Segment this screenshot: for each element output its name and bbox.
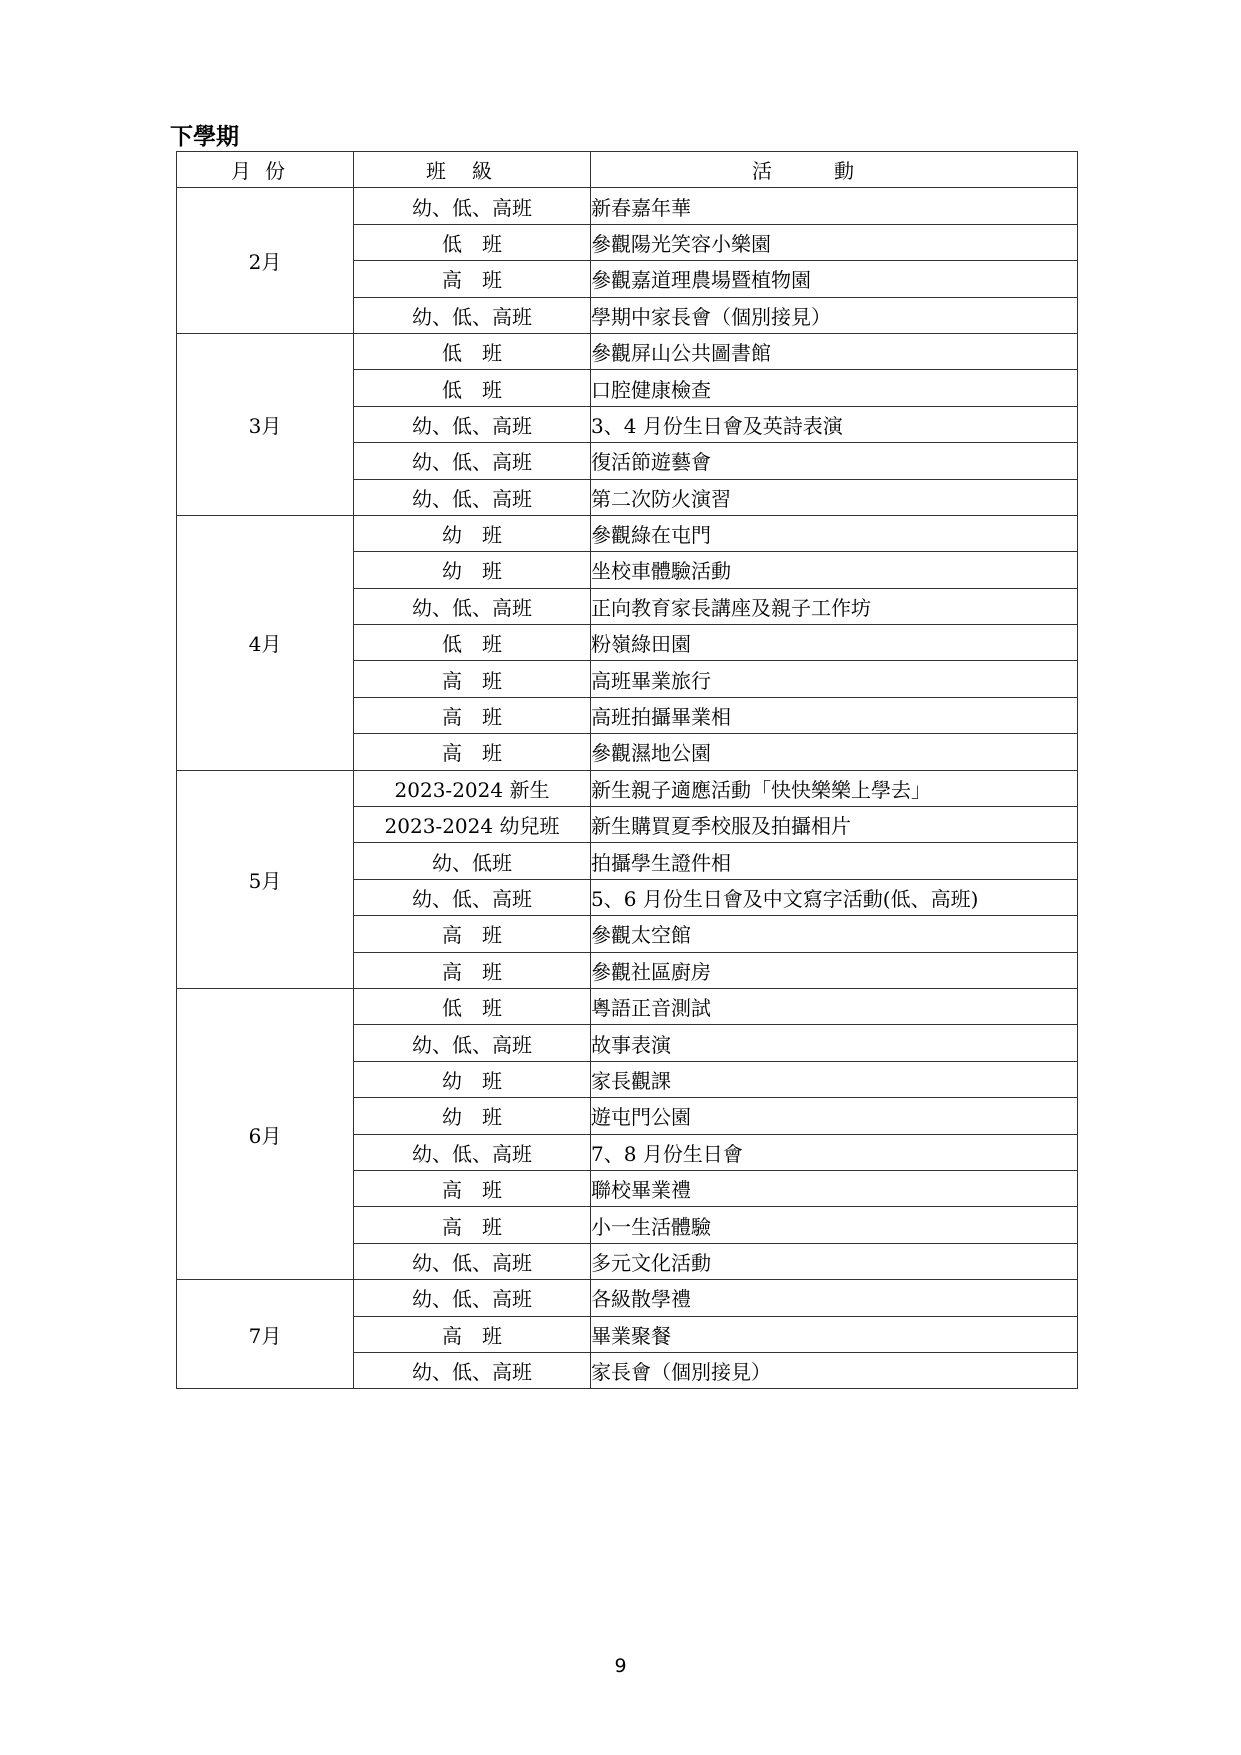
activity-cell: 聯校畢業禮 (591, 1170, 1078, 1206)
activity-cell: 新春嘉年華 (591, 188, 1078, 224)
class-cell: 高 班 (354, 261, 591, 297)
month-cell: 5月 (177, 770, 354, 988)
activity-cell: 參觀社區廚房 (591, 952, 1078, 988)
table-row (177, 988, 1078, 1024)
table-row (177, 333, 1078, 369)
class-cell: 幼、低、高班 (354, 443, 591, 479)
activity-schedule-table (176, 151, 1078, 1389)
class-cell: 高 班 (354, 697, 591, 733)
class-cell: 幼 班 (354, 1098, 591, 1134)
header-class: 班級 (354, 152, 591, 188)
header-month: 月份 (177, 152, 354, 188)
activity-cell: 復活節遊藝會 (591, 443, 1078, 479)
class-cell: 高 班 (354, 1170, 591, 1206)
month-cell: 2月 (177, 188, 354, 334)
activity-cell: 粉嶺綠田園 (591, 625, 1078, 661)
table-row (177, 515, 1078, 551)
table-row (177, 770, 1078, 806)
activity-cell: 拍攝學生證件相 (591, 843, 1078, 879)
activity-cell: 多元文化活動 (591, 1243, 1078, 1279)
class-cell: 幼、低、高班 (354, 188, 591, 224)
activity-cell: 家長會（個別接見） (591, 1352, 1078, 1388)
activity-cell: 參觀綠在屯門 (591, 515, 1078, 551)
month-cell: 6月 (177, 988, 354, 1279)
class-cell: 幼、低班 (354, 843, 591, 879)
activity-cell: 口腔健康檢查 (591, 370, 1078, 406)
class-cell: 高 班 (354, 1316, 591, 1352)
class-cell: 幼 班 (354, 515, 591, 551)
activity-cell: 參觀濕地公園 (591, 734, 1078, 770)
activity-cell: 正向教育家長講座及親子工作坊 (591, 588, 1078, 624)
class-cell: 幼、低、高班 (354, 1025, 591, 1061)
class-cell: 幼、低、高班 (354, 1280, 591, 1316)
class-cell: 低 班 (354, 370, 591, 406)
class-cell: 幼、低、高班 (354, 588, 591, 624)
activity-cell: 7、8 月份生日會 (591, 1134, 1078, 1170)
activity-cell: 第二次防火演習 (591, 479, 1078, 515)
activity-cell: 參觀屏山公共圖書館 (591, 333, 1078, 369)
month-cell: 3月 (177, 333, 354, 515)
class-cell: 低 班 (354, 988, 591, 1024)
header-activity: 活動 (591, 152, 1078, 188)
class-cell: 低 班 (354, 224, 591, 260)
table-body (177, 188, 1078, 1389)
class-cell: 幼、低、高班 (354, 1243, 591, 1279)
activity-cell: 各級散學禮 (591, 1280, 1078, 1316)
class-cell: 幼、低、高班 (354, 879, 591, 915)
class-cell: 幼 班 (354, 1061, 591, 1097)
class-cell: 幼、低、高班 (354, 1134, 591, 1170)
class-cell: 高 班 (354, 916, 591, 952)
class-cell: 高 班 (354, 661, 591, 697)
section-title: 下學期 (170, 124, 239, 150)
activity-cell: 3、4 月份生日會及英詩表演 (591, 406, 1078, 442)
activity-cell: 遊屯門公園 (591, 1098, 1078, 1134)
class-cell: 2023-2024 幼兒班 (354, 807, 591, 843)
class-cell: 幼、低、高班 (354, 479, 591, 515)
class-cell: 幼、低、高班 (354, 297, 591, 333)
class-cell: 高 班 (354, 952, 591, 988)
activity-cell: 新生購買夏季校服及拍攝相片 (591, 807, 1078, 843)
page-number: 9 (614, 1655, 627, 1677)
activity-cell: 高班畢業旅行 (591, 661, 1078, 697)
class-cell: 幼、低、高班 (354, 406, 591, 442)
class-cell: 高 班 (354, 1207, 591, 1243)
activity-cell: 學期中家長會（個別接見） (591, 297, 1078, 333)
activity-cell: 小一生活體驗 (591, 1207, 1078, 1243)
month-cell: 7月 (177, 1280, 354, 1389)
month-cell: 4月 (177, 515, 354, 770)
activity-cell: 家長觀課 (591, 1061, 1078, 1097)
table-row (177, 1280, 1078, 1316)
activity-cell: 畢業聚餐 (591, 1316, 1078, 1352)
activity-cell: 粵語正音測試 (591, 988, 1078, 1024)
activity-cell: 新生親子適應活動「快快樂樂上學去」 (591, 770, 1078, 806)
class-cell: 幼 班 (354, 552, 591, 588)
class-cell: 高 班 (354, 734, 591, 770)
activity-cell: 5、6 月份生日會及中文寫字活動(低、高班) (591, 879, 1078, 915)
table-row (177, 188, 1078, 224)
class-cell: 幼、低、高班 (354, 1352, 591, 1388)
activity-cell: 故事表演 (591, 1025, 1078, 1061)
class-cell: 2023-2024 新生 (354, 770, 591, 806)
class-cell: 低 班 (354, 333, 591, 369)
activity-cell: 高班拍攝畢業相 (591, 697, 1078, 733)
activity-cell: 參觀陽光笑容小樂園 (591, 224, 1078, 260)
activity-cell: 參觀嘉道理農場暨植物園 (591, 261, 1078, 297)
activity-cell: 坐校車體驗活動 (591, 552, 1078, 588)
activity-cell: 參觀太空館 (591, 916, 1078, 952)
table-header-row (177, 152, 1078, 188)
class-cell: 低 班 (354, 625, 591, 661)
